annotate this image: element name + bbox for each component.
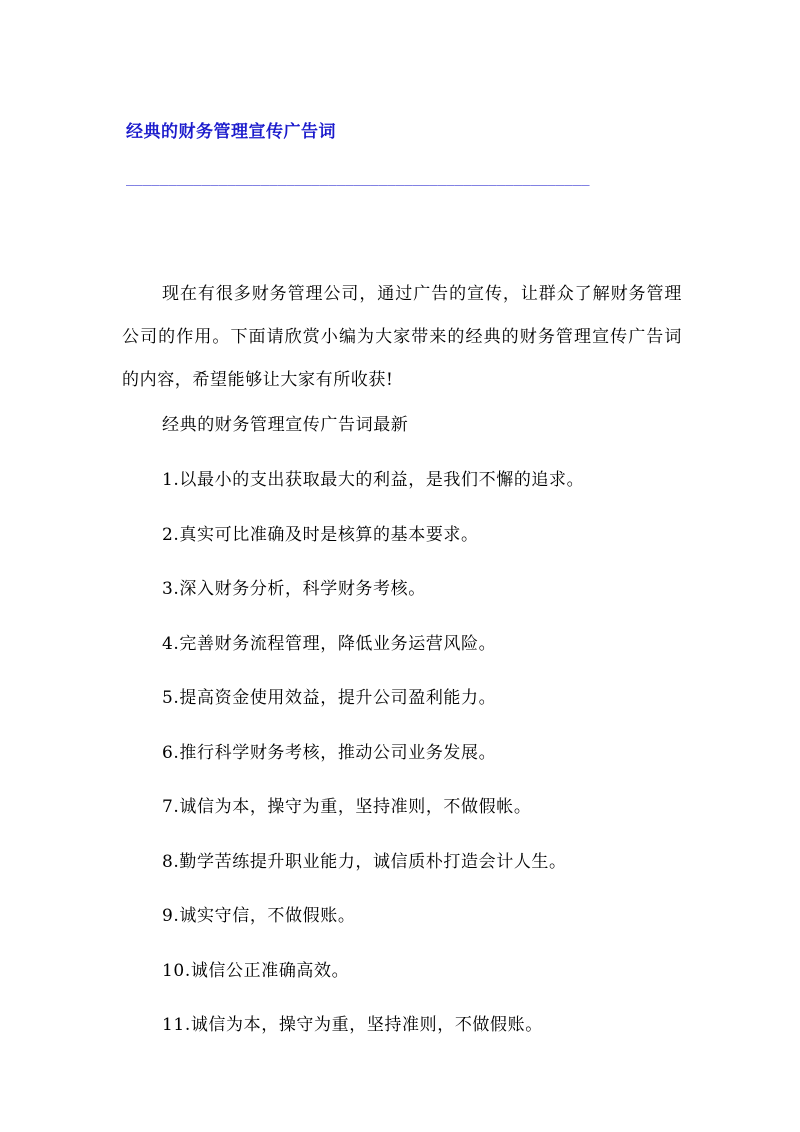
section-subheading: 经典的财务管理宣传广告词最新	[162, 415, 409, 435]
slogan-item: 3.深入财务分析，科学财务考核。	[162, 579, 426, 599]
slogan-item: 2.真实可比准确及时是核算的基本要求。	[162, 524, 479, 545]
intro-paragraph: 现在有很多财务管理公司，通过广告的宣传，让群众了解财务管理公司的作用。下面请欣赏小编为大家带来的经典的财务管理宣传广告词的内容，希望能够让大家有所收获!	[122, 284, 682, 390]
slogan-item: 11.诚信为本，操守为重，坚持准则，不做假账。	[162, 1015, 543, 1035]
slogan-item: 10.诚信公正准确高效。	[162, 960, 350, 981]
title-underline-rule: _______________________________________________________	[126, 170, 590, 186]
slogan-item: 4.完善财务流程管理，降低业务运营风险。	[162, 633, 497, 654]
slogan-item: 7.诚信为本，操守为重，坚持准则，不做假帐。	[162, 797, 532, 817]
slogan-item: 9.诚实守信，不做假账。	[162, 906, 356, 926]
slogan-item: 5.提高资金使用效益，提升公司盈利能力。	[162, 688, 497, 708]
slogan-item: 8.勤学苦练提升职业能力，诚信质朴打造会计人生。	[162, 851, 567, 872]
document-title: 经典的财务管理宣传广告词	[126, 122, 336, 142]
slogan-item: 1.以最小的支出获取最大的利益，是我们不懈的追求。	[162, 470, 585, 490]
slogan-list	[162, 465, 584, 1065]
slogan-item: 6.推行科学财务考核，推动公司业务发展。	[162, 742, 497, 763]
